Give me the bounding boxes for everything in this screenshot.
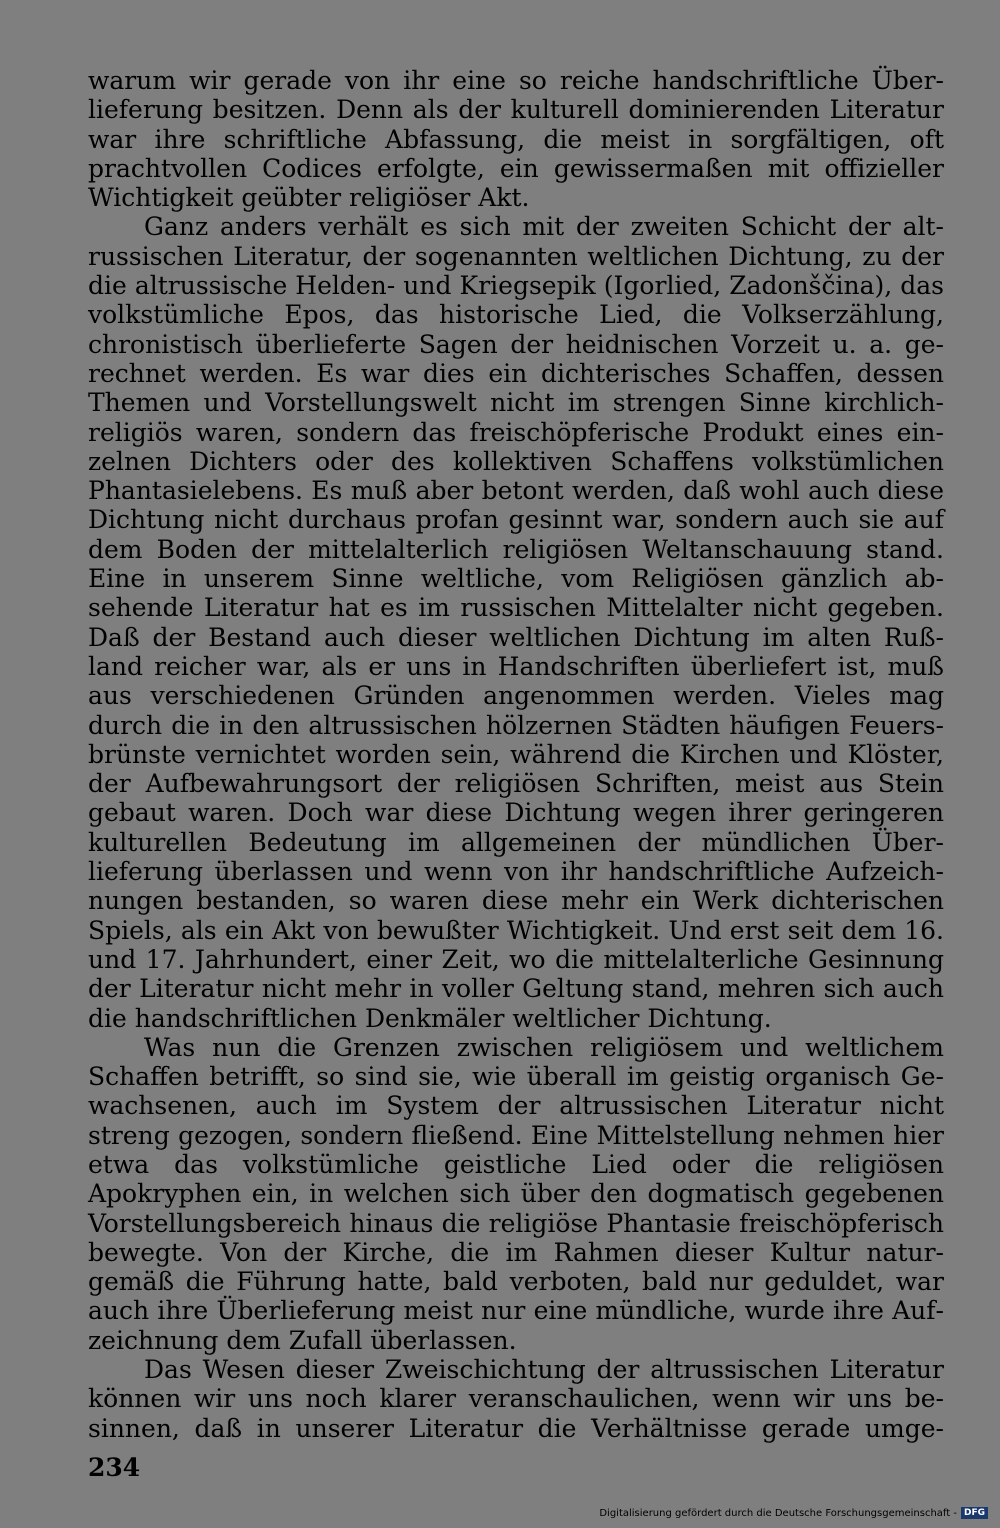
paragraph-4: Das Wesen dieser Zweischichtung der altrussischen Literatur können wir uns noch klarer veranschaulichen, wenn wir uns besinnen, daß in unserer Literatur die Verhältnisse gerade umge- (88, 1355, 944, 1443)
paragraph-2: Ganz anders verhält es sich mit der zweiten Schicht der altrussischen Literatur, der sogenannten weltlichen Dichtung, zu der die altrussische Helden- und Kriegsepik (Igorlied, Zadonščina), das volkstümliche Epos, das historische Lied, die Volkserzählung, chronistisch überlieferte Sagen der heidnischen Vorzeit u. a. gerechnet werden. Es war dies ein dichterisches Schaffen, dessen Themen und Vorstellungswelt nicht im strengen Sinne kirchlich-religiös waren, sondern das freischöpferische Produkt eines einzelnen Dichters oder des kollektiven Schaffens volkstümlichen Phantasielebens. Es muß aber betont werden, daß wohl auch diese Dichtung nicht durchaus profan gesinnt war, sondern auch sie auf dem Boden der mittelalterlich religiösen Weltanschauung stand. Eine in unserem Sinne weltliche, vom Religiösen gänzlich absehende Literatur hat es im russischen Mittelalter nicht gegeben. Daß der Bestand auch dieser weltlichen Dichtung im alten Rußland reicher war, als er uns in Handschriften überliefert ist, muß aus verschiedenen Gründen angenommen werden. Vieles mag durch die in den altrussischen hölzernen Städten häufigen Feuersbrünste vernichtet worden sein, während die Kirchen und Klöster, der Aufbewahrungsort der religiösen Schriften, meist aus Stein gebaut waren. Doch war diese Dichtung wegen ihrer geringeren kulturellen Bedeutung im allgemeinen der mündlichen Überlieferung überlassen und wenn von ihr handschriftliche Aufzeichnungen bestanden, so waren diese mehr ein Werk dichterischen Spiels, als ein Akt von bewußter Wichtigkeit. Und erst seit dem 16. und 17. Jahrhundert, einer Zeit, wo die mittelalterliche Gesinnung der Literatur nicht mehr in voller Geltung stand, mehren sich auch die handschriftlichen Denkmäler weltlicher Dichtung. (88, 212, 944, 1033)
page-number: 234 (88, 1453, 141, 1482)
paragraph-3: Was nun die Grenzen zwischen religiösem und weltlichem Schaffen betrifft, so sind sie, wie überall im geistig organisch Gewachsenen, auch im System der altrussischen Literatur nicht streng gezogen, sondern fließend. Eine Mittelstellung nehmen hier etwa das volkstümliche geistliche Lied oder die religiösen Apokryphen ein, in welchen sich über den dogmatisch gegebenen Vorstellungsbereich hinaus die religiöse Phantasie freischöpferisch bewegte. Von der Kirche, die im Rahmen dieser Kultur naturgemäß die Führung hatte, bald verboten, bald nur geduldet, war auch ihre Überlieferung meist nur eine mündliche, wurde ihre Aufzeichnung dem Zufall überlassen. (88, 1032, 944, 1355)
digitization-footer (599, 1506, 988, 1520)
paragraph-1: warum wir gerade von ihr eine so reiche handschriftliche Überlieferung besitzen. Denn als der kulturell dominierenden Literatur war ihre schriftliche Abfassung, die meist in sorgfältigen, oft prachtvollen Codices erfolgte, ein gewissermaßen mit offizieller Wichtigkeit geübter religiöser Akt. (88, 66, 944, 213)
dfg-logo: DFG (961, 1507, 988, 1519)
page-body (88, 66, 944, 1443)
footer-credit-text: Digitalisierung gefördert durch die Deutsche Forschungsgemeinschaft - (599, 1507, 957, 1519)
